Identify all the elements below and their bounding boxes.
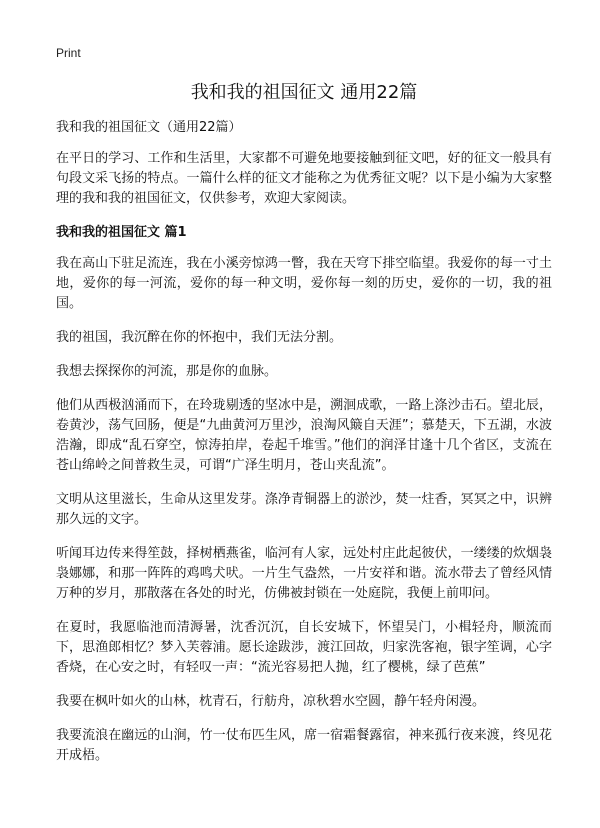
body-paragraph: 他们从西极汹涌而下，在玲珑剔透的坚冰中是，溯洄成歌，一路上涤沙击石。望北辰，卷黄沙，荡气回肠，便是“九曲黄河万里沙，浪淘风簸自天涯”；慕楚天，下五湖，水波浩瀚，即成“乱石穿空，惊涛拍岸，卷起千堆雪。”他们的润泽甘逢十几个省区，支流在苍山绵岭之间普救生灵，可谓“广泽生明月，苍山夹乱流”。 [56,398,552,473]
body-paragraph: 我在高山下驻足流连，我在小溪旁惊鸿一瞥，我在天穹下排空临望。我爱你的每一寸土地，爱你的每一河流，爱你的每一种文明，爱你每一刻的历史，爱你的一切，我的祖国。 [56,256,552,311]
body-paragraph: 我想去探探你的河流，那是你的血脉。 [56,364,278,379]
article [56,78,552,780]
body-paragraph: 我要在枫叶如火的山林，枕青石，行舫舟，凉秋碧水空圆，静午轻舟闲漫。 [56,694,486,709]
page-title: 我和我的祖国征文 通用22篇 [190,82,418,103]
intro-paragraph: 在平日的学习、工作和生活里，大家都不可避免地要接触到征文吧，好的征文一般具有句段文采飞扬的特点。一篇什么样的征文才能称之为优秀征文呢？以下是小编为大家整理的我和我的祖国征文，仅供参考，欢迎大家阅读。 [56,151,552,206]
print-link[interactable]: Print [56,46,81,60]
section-heading: 我和我的祖国征文 篇1 [56,225,187,240]
body-paragraph: 文明从这里滋长，生命从这里发芽。涤净青铜器上的淤沙，焚一炷香，冥冥之中，识辨那久远的文字。 [56,492,552,527]
body-paragraph: 我要流浪在幽远的山涧，竹一仗布匹生风，席一宿霜餐露宿，神来孤行夜来渡，终见花开成梧。 [56,728,552,763]
article-subtitle: 我和我的祖国征文（通用22篇） [56,120,242,135]
body-paragraph: 听闻耳边传来得笙鼓，择树栖燕雀，临河有人家，远处村庄此起彼伏，一缕缕的炊烟袅袅娜娜，和那一阵阵的鸡鸣犬吠。一片生气盎然，一片安祥和谐。流水带去了曾经风情万种的岁月，那散落在各处的时光，仿佛被封锁在一处庭院，我便上前叩问。 [56,546,552,601]
body-paragraph: 我的祖国，我沉醉在你的怀抱中，我们无法分割。 [56,330,343,345]
body-paragraph: 在夏时，我愿临池而清溽暑，沈香沉沉，自长安城下，怀望吴门，小楫轻舟，顺流而下，思渔郎相忆？梦入芙蓉浦。愿长途跋涉，渡江回故，归家洗客袍，银字笙调，心字香烧，在心安之时，有轻叹一声：“流光容易把人抛，红了樱桃，绿了芭蕉” [56,620,552,675]
